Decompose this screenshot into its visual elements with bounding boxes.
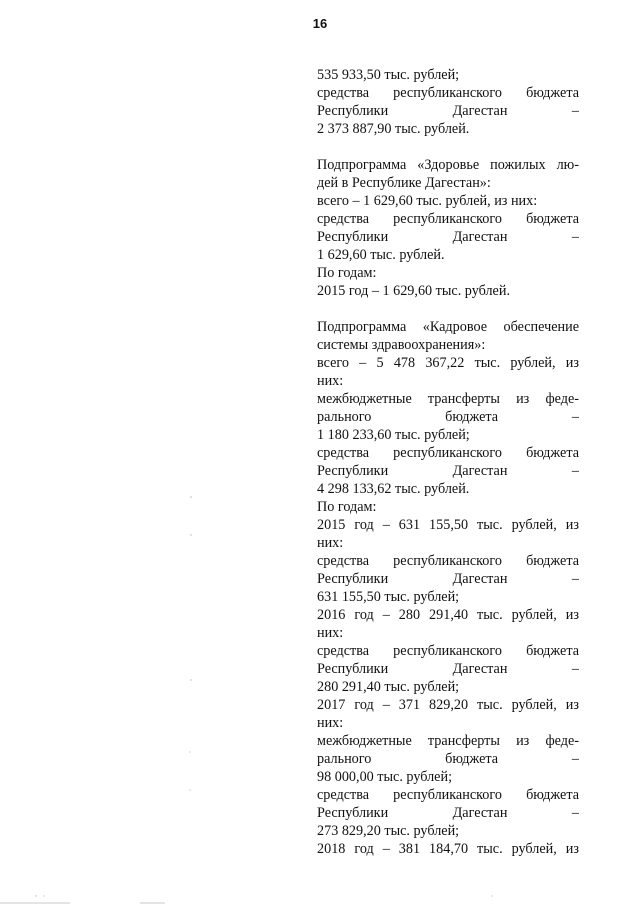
text-line: дей в Республике Дагестан»: (317, 175, 491, 191)
text-line: них: (317, 535, 344, 551)
text-line: них: (317, 715, 344, 731)
text-line: 2018 год – 381 184,70 тыс. рублей, из (317, 841, 579, 857)
text-line: средства республиканского бюджета (317, 211, 579, 227)
text-line: них: (317, 373, 344, 389)
text-line: Республики Дагестан – (317, 229, 579, 245)
text-line: рального бюджета – (317, 751, 579, 767)
text-line: 2016 год – 280 291,40 тыс. рублей, из (317, 607, 579, 623)
text-line: 1 180 233,60 тыс. рублей; (317, 427, 470, 443)
text-line: средства республиканского бюджета (317, 85, 579, 101)
text-line: средства республиканского бюджета (317, 787, 579, 803)
text-line: Республики Дагестан – (317, 805, 579, 821)
text-line: 1 629,60 тыс. рублей. (317, 247, 445, 263)
page-number: 16 (312, 16, 328, 31)
document-body (317, 66, 579, 858)
text-line: 4 298 133,62 тыс. рублей. (317, 481, 470, 497)
text-line: 98 000,00 тыс. рублей; (317, 769, 453, 785)
text-line: 280 291,40 тыс. рублей; (317, 679, 460, 695)
text-line: 535 933,50 тыс. рублей; (317, 67, 460, 83)
text-line: 2015 год – 631 155,50 тыс. рублей, из (317, 517, 579, 533)
text-line: межбюджетные трансферты из феде- (317, 733, 579, 749)
text-line: Республики Дагестан – (317, 463, 579, 479)
text-line: По годам: (317, 499, 377, 515)
text-line: Подпрограмма «Здоровье пожилых лю- (317, 157, 579, 173)
text-line: всего – 5 478 367,22 тыс. рублей, из (317, 355, 579, 371)
text-line: Подпрограмма «Кадровое обеспечение (317, 319, 579, 335)
text-line: Республики Дагестан – (317, 103, 579, 119)
text-line: средства республиканского бюджета (317, 643, 579, 659)
text-line: Республики Дагестан – (317, 571, 579, 587)
text-line: них: (317, 625, 344, 641)
text-line: системы здравоохранения»: (317, 337, 486, 353)
text-line: средства республиканского бюджета (317, 445, 579, 461)
paragraph-gap (317, 138, 579, 156)
text-line: рального бюджета – (317, 409, 579, 425)
text-line: По годам: (317, 265, 377, 281)
text-line: средства республиканского бюджета (317, 553, 579, 569)
text-line: 2017 год – 371 829,20 тыс. рублей, из (317, 697, 579, 713)
text-line: 2015 год – 1 629,60 тыс. рублей. (317, 283, 510, 299)
paragraph-gap (317, 300, 579, 318)
text-line: 2 373 887,90 тыс. рублей. (317, 121, 470, 137)
text-line: 273 829,20 тыс. рублей; (317, 823, 460, 839)
text-line: 631 155,50 тыс. рублей; (317, 589, 460, 605)
text-line: Республики Дагестан – (317, 661, 579, 677)
text-line: межбюджетные трансферты из феде- (317, 391, 579, 407)
text-line: всего – 1 629,60 тыс. рублей, из них: (317, 193, 538, 209)
